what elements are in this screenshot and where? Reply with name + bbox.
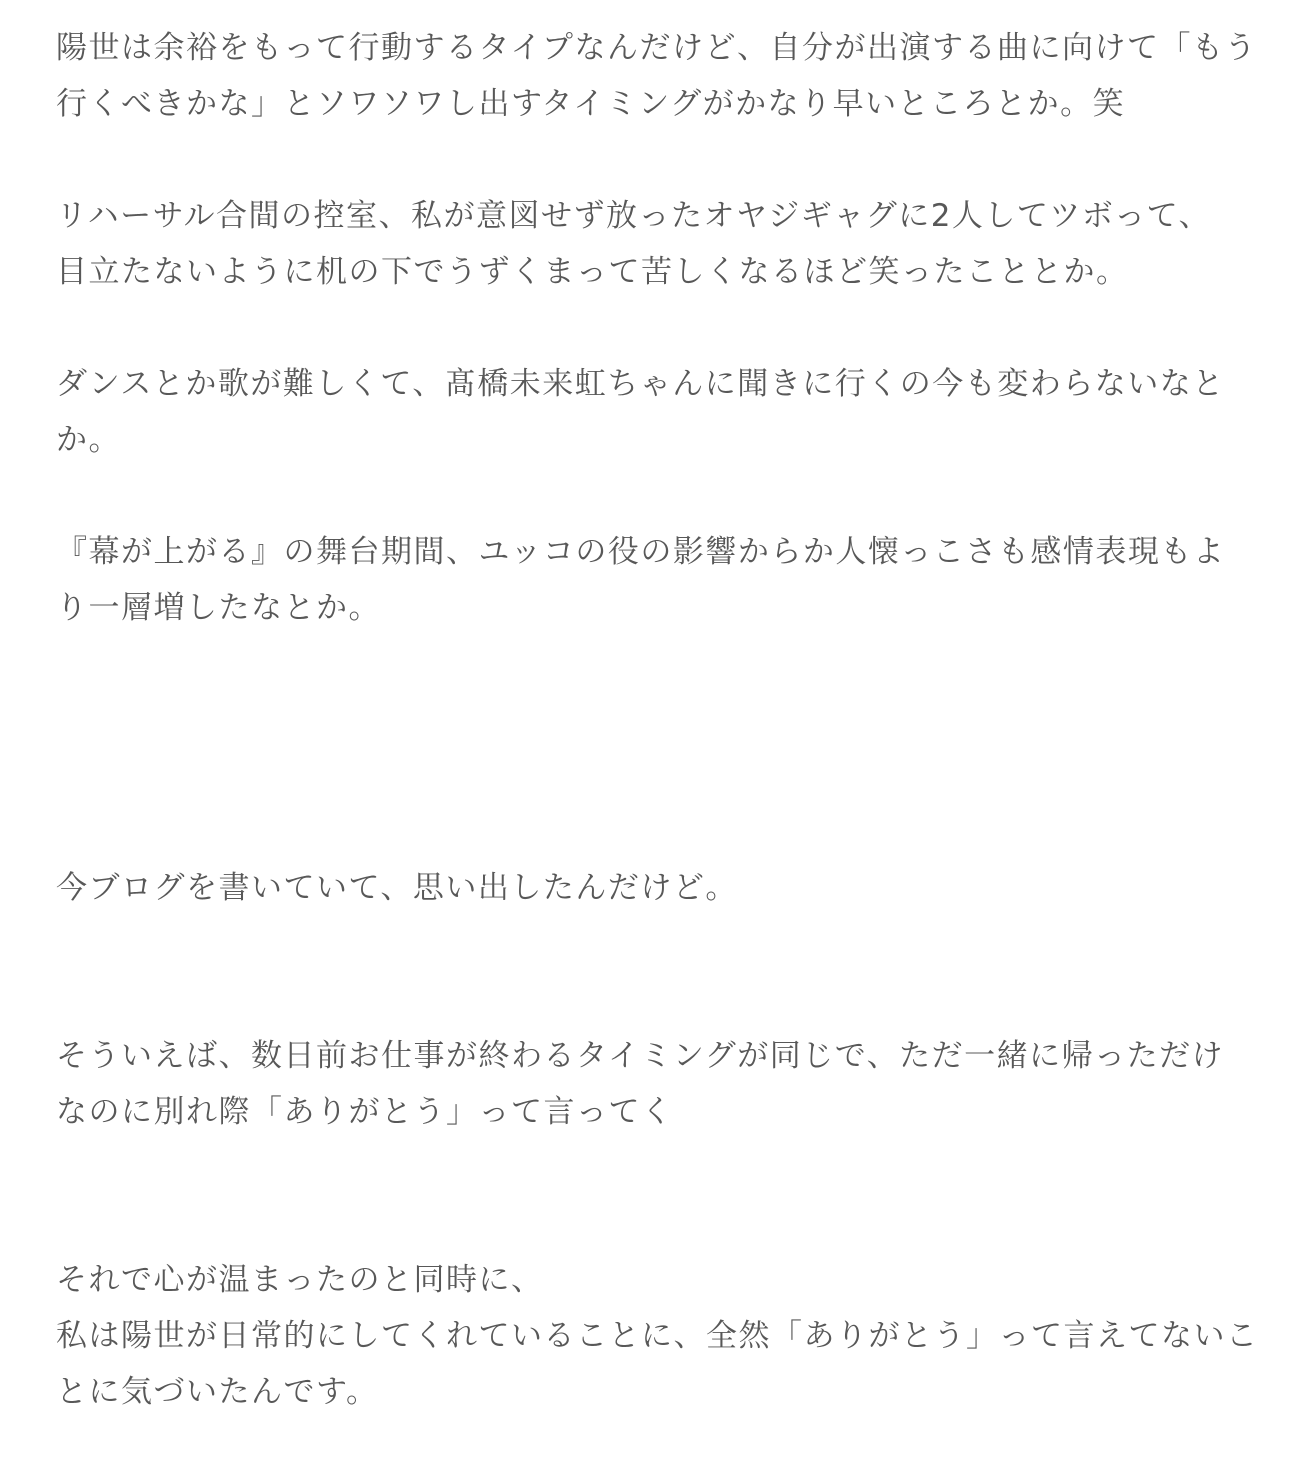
paragraph-line: とに気づいたんです。 (56, 1374, 379, 1410)
paragraph-line: か。 (56, 422, 121, 458)
paragraph-line: 行くべきかな」とソワソワし出すタイミングがかなり早いところとか。笑 (56, 86, 1126, 122)
paragraph-line: 陽世は余裕をもって行動するタイプなんだけど、自分が出演する曲に向けて「もう (56, 30, 1257, 66)
paragraph-line: ダンスとか歌が難しくて、髙橋未来虹ちゃんに聞きに行くの今も変わらないなと (56, 366, 1225, 402)
paragraph-line: り一層増したなとか。 (56, 590, 381, 626)
paragraph-line: 目立たないように机の下でうずくまって苦しくなるほど笑ったこととか。 (56, 254, 1129, 290)
paragraph-line: それで心が温まったのと同時に、 (56, 1262, 544, 1298)
paragraph-line: 私は陽世が日常的にしてくれていることに、全然「ありがとう」って言えてないこ (56, 1318, 1259, 1354)
paragraph-line: なのに別れ際「ありがとう」って言ってく (56, 1094, 674, 1130)
paragraph-line: リハーサル合間の控室、私が意図せず放ったオヤジギャグに2人してツボって、 (56, 198, 1211, 234)
paragraph-line: そういえば、数日前お仕事が終わるタイミングが同じで、ただ一緒に帰っただけ (56, 1038, 1225, 1074)
paragraph-line: 今ブログを書いていて、思い出したんだけど。 (56, 870, 738, 906)
paragraph-line: 『幕が上がる』の舞台期間、ユッコの役の影響からか人懐っこさも感情表現もよ (56, 534, 1226, 570)
